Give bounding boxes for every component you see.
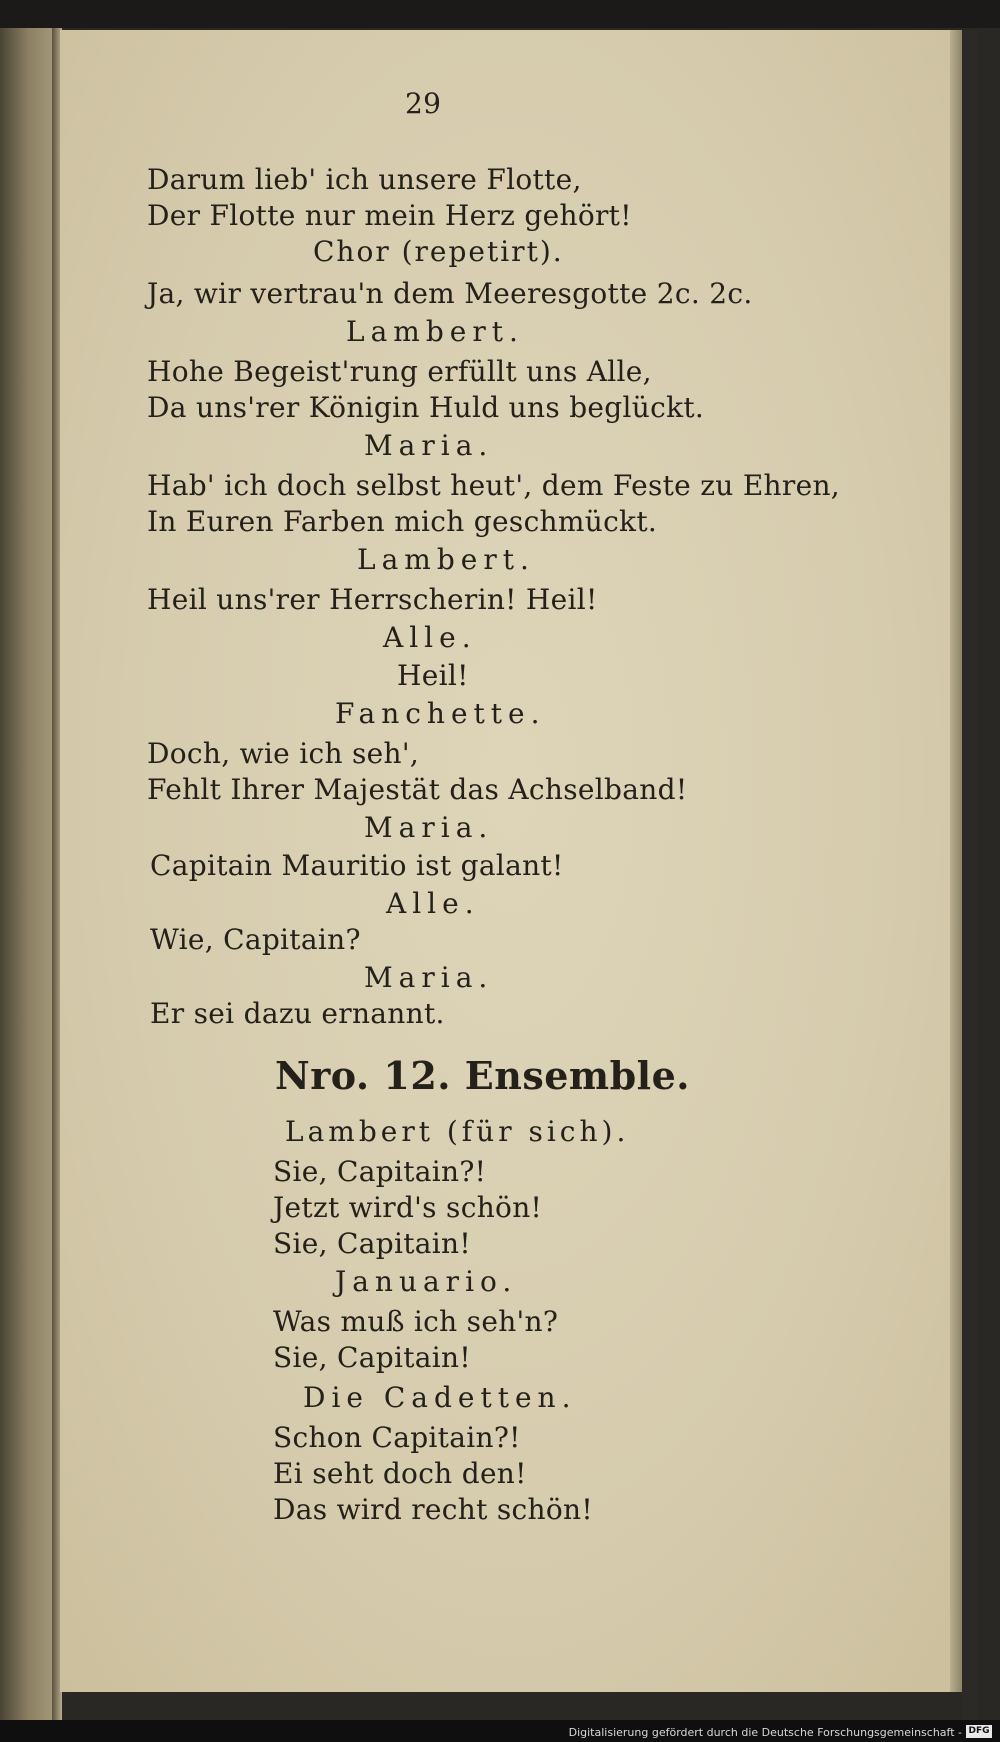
text-line: Wie, Capitain?	[150, 923, 361, 956]
speaker-name: Maria.	[364, 961, 494, 994]
speaker-name: Lambert.	[346, 315, 524, 348]
text-line: Der Flotte nur mein Herz gehört!	[147, 199, 632, 232]
text-line: Schon Capitain?!	[273, 1421, 521, 1454]
text-line: Er sei dazu ernannt.	[150, 997, 445, 1030]
dfg-logo: DFG	[966, 1725, 992, 1738]
footer-credit: Digitalisierung gefördert durch die Deutsche Forschungsgemeinschaft -	[568, 1726, 962, 1739]
text-line: Sie, Capitain?!	[273, 1155, 487, 1188]
speaker-name: Maria.	[364, 811, 494, 844]
book-spine	[0, 28, 52, 1730]
speaker-name: Alle.	[386, 887, 480, 920]
speaker-name: Maria.	[364, 429, 494, 462]
text-line: Darum lieb' ich unsere Flotte,	[147, 163, 582, 196]
text-line: In Euren Farben mich geschmückt.	[147, 505, 658, 538]
speaker-name: Alle.	[383, 621, 477, 654]
speaker-name: Januario.	[335, 1265, 518, 1298]
text-line: Sie, Capitain!	[273, 1227, 471, 1260]
page-edge	[950, 30, 962, 1692]
text-line: Doch, wie ich seh',	[147, 737, 420, 770]
stage-direction: Chor (repetirt).	[313, 235, 564, 268]
section-heading: Nro. 12. Ensemble.	[275, 1053, 691, 1098]
text-line: Sie, Capitain!	[273, 1341, 471, 1374]
text-line: Heil!	[397, 659, 469, 692]
text-line: Ja, wir vertrau'n dem Meeresgotte 2c. 2c.	[147, 277, 753, 310]
text-line: Hab' ich doch selbst heut', dem Feste zu Ehren,	[147, 469, 840, 502]
text-line: Was muß ich seh'n?	[273, 1305, 559, 1338]
text-line: Capitain Mauritio ist galant!	[150, 849, 564, 882]
text-line: Jetzt wird's schön!	[273, 1191, 543, 1224]
speaker-name: Lambert.	[357, 543, 535, 576]
text-line: Fehlt Ihrer Majestät das Achselband!	[147, 773, 688, 806]
speaker-name: Lambert (für sich).	[285, 1115, 630, 1148]
text-line: Ei seht doch den!	[273, 1457, 527, 1490]
page-number: 29	[405, 87, 442, 120]
text-line: Da uns'rer Königin Huld uns beglückt.	[147, 391, 705, 424]
text-line: Das wird recht schön!	[273, 1493, 593, 1526]
footer-bar	[0, 1720, 1000, 1742]
speaker-name: Fanchette.	[335, 697, 546, 730]
text-line: Heil uns'rer Herrscherin! Heil!	[147, 583, 598, 616]
outer-edge	[962, 30, 978, 1720]
text-line: Hohe Begeist'rung erfüllt uns Alle,	[147, 355, 652, 388]
speaker-name: Die Cadetten.	[303, 1381, 577, 1414]
